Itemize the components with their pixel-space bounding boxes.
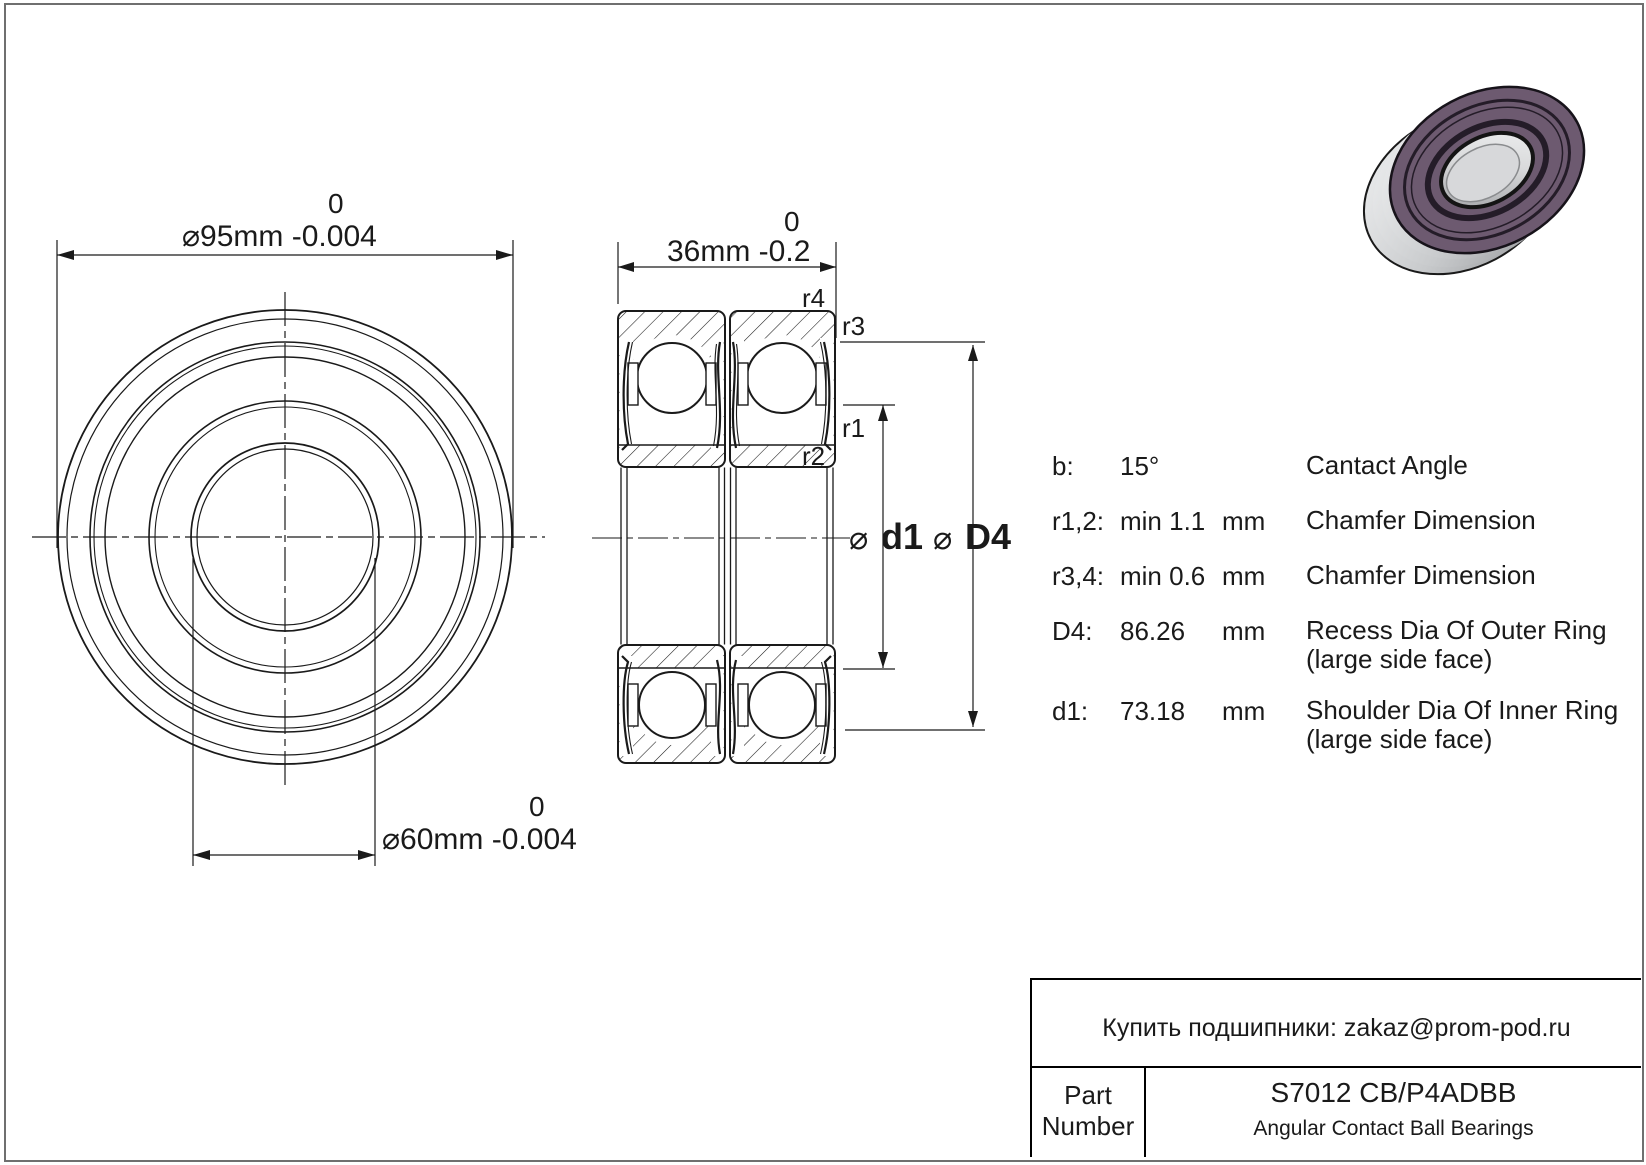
dim-arrow-down	[968, 711, 978, 727]
section-view	[592, 311, 850, 763]
title-block	[1030, 978, 1641, 1157]
cage-section	[738, 684, 748, 726]
bore-cylinder-lines	[621, 468, 833, 645]
dim-arrow-up	[968, 345, 978, 361]
part-number-label: Part Number	[1032, 1068, 1146, 1157]
d1-diameter-label: d1	[881, 516, 924, 557]
spec-unit: mm	[1222, 696, 1266, 726]
d4-diameter-label: D4	[965, 516, 1012, 557]
bearing-ball	[749, 672, 815, 738]
cage-section	[628, 363, 638, 405]
bore-diameter-tolerance-top: 0	[529, 791, 545, 822]
outer-diameter-dimension: ⌀95mm -0.004	[182, 220, 377, 253]
spec-description: Chamfer Dimension	[1306, 505, 1536, 535]
spec-description: Cantact Angle	[1306, 450, 1468, 480]
dim-arrow-left	[193, 850, 210, 860]
spec-value: 73.18	[1120, 696, 1186, 726]
dim-arrow-right	[496, 250, 513, 260]
bearing-category: Angular Contact Ball Bearings	[1253, 1117, 1534, 1140]
d4-diameter-symbol: ⌀	[933, 520, 953, 556]
spec-param: r3,4:	[1052, 561, 1105, 591]
outer-diameter-tolerance-top: 0	[328, 188, 344, 219]
spec-param: b:	[1052, 451, 1074, 481]
cage-section	[816, 684, 826, 726]
part-number-value: S7012 CB/P4ADBB	[1270, 1077, 1517, 1108]
spec-param: D4:	[1052, 616, 1093, 646]
spec-value: min 1.1	[1120, 506, 1206, 536]
width-dimension: 36mm -0.2	[667, 235, 811, 268]
chamfer-label-r2: r2	[802, 441, 826, 471]
dim-arrow-up	[878, 405, 888, 421]
dim-arrow-right	[820, 262, 836, 272]
bearing-ball	[747, 343, 817, 413]
cage-section	[628, 684, 638, 726]
dim-arrow-left	[618, 262, 634, 272]
width-tolerance-top: 0	[784, 206, 800, 237]
cage-section	[706, 363, 716, 405]
bore-diameter-dimension: ⌀60mm -0.004	[382, 823, 577, 856]
cage-section	[738, 363, 748, 405]
bearing-3d-render	[1335, 54, 1613, 306]
spec-value: 15°	[1120, 451, 1160, 481]
spec-value: 86.26	[1120, 616, 1186, 646]
spec-param: r1,2:	[1052, 506, 1105, 536]
spec-unit: mm	[1222, 561, 1266, 591]
front-view	[32, 292, 545, 788]
chamfer-label-r3: r3	[842, 311, 866, 341]
spec-unit: mm	[1222, 616, 1266, 646]
spec-param: d1:	[1052, 696, 1089, 726]
bearing-ball	[639, 672, 705, 738]
front-view-dimensions	[57, 188, 577, 866]
contact-info: Купить подшипники: zakaz@prom-pod.ru	[1032, 980, 1641, 1068]
spec-description: Recess Dia Of Outer Ring (large side face)	[1306, 615, 1607, 674]
bearing-ball	[637, 343, 707, 413]
cage-section	[706, 684, 716, 726]
dim-arrow-right	[358, 850, 375, 860]
d1-diameter-symbol: ⌀	[849, 520, 869, 556]
spec-value: min 0.6	[1120, 561, 1206, 591]
chamfer-label-r1: r1	[842, 413, 866, 443]
chamfer-label-r4: r4	[802, 283, 826, 313]
spec-description: Shoulder Dia Of Inner Ring (large side face)	[1306, 695, 1619, 754]
dim-arrow-down	[878, 652, 888, 668]
spec-description: Chamfer Dimension	[1306, 560, 1536, 590]
dim-arrow-left	[57, 250, 74, 260]
spec-unit: mm	[1222, 506, 1266, 536]
